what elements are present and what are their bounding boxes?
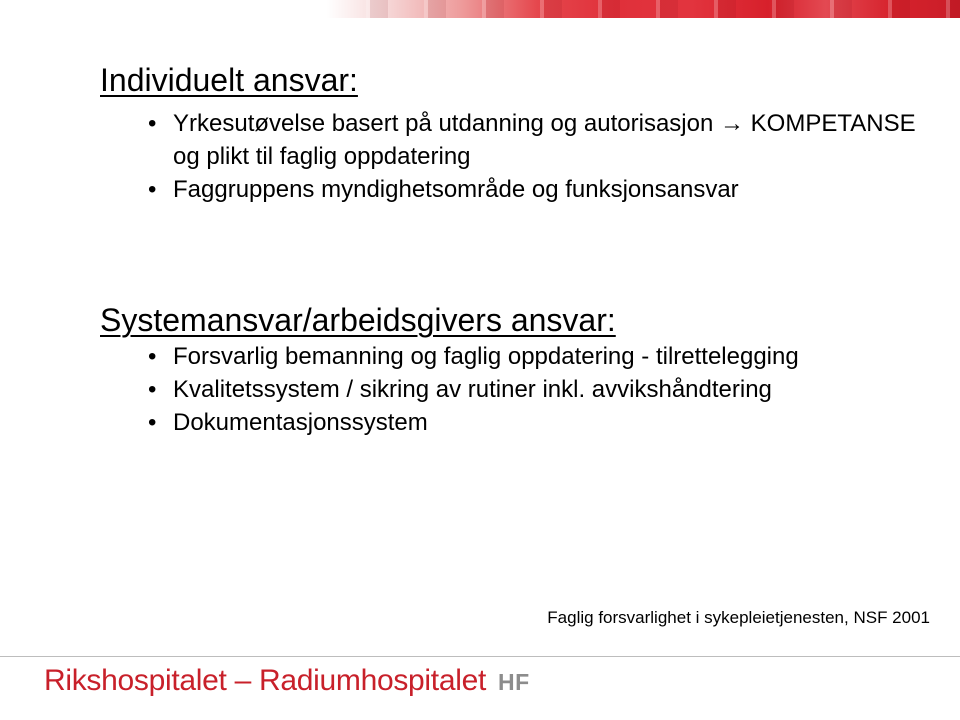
list-item <box>148 340 828 373</box>
source-citation: Faglig forsvarlighet i sykepleietjenesten, NSF 2001 <box>547 608 930 627</box>
list-item-text: Kvalitetssystem / sikring av rutiner inkl. avvikshåndtering <box>173 376 772 403</box>
logo-suffix: HF <box>498 669 530 695</box>
bullet-icon: • <box>148 409 157 436</box>
list-item <box>148 373 828 406</box>
list-item-text: Forsvarlig bemanning og faglig oppdatering - tilrettelegging <box>173 343 799 370</box>
footer-divider <box>0 656 960 657</box>
bullet-icon: • <box>148 110 157 137</box>
top-band-stripes <box>330 0 960 18</box>
logo-name: Rikshospitalet – Radiumhospitalet <box>44 664 487 697</box>
list-item <box>148 173 948 206</box>
list-item-text: Faggruppens myndighetsområde og funksjonsansvar <box>173 176 739 203</box>
list-item-text: Yrkesutøvelse basert på utdanning og autorisasjon → KOMPETANSE og plikt til faglig oppdatering <box>173 110 916 170</box>
section-heading-individual-responsibility: Individuelt ansvar: <box>100 62 358 98</box>
bullet-icon: • <box>148 176 157 203</box>
system-responsibility-list <box>148 340 828 439</box>
hospital-logo <box>44 664 530 698</box>
bullet-icon: • <box>148 343 157 370</box>
bullet-icon: • <box>148 376 157 403</box>
section-heading-system-responsibility: Systemansvar/arbeidsgivers ansvar: <box>100 302 616 338</box>
list-item <box>148 406 828 439</box>
list-item <box>148 107 948 173</box>
list-item-text: Dokumentasjonssystem <box>173 409 428 436</box>
decorative-top-band <box>0 0 960 18</box>
individual-responsibility-list <box>148 107 948 206</box>
